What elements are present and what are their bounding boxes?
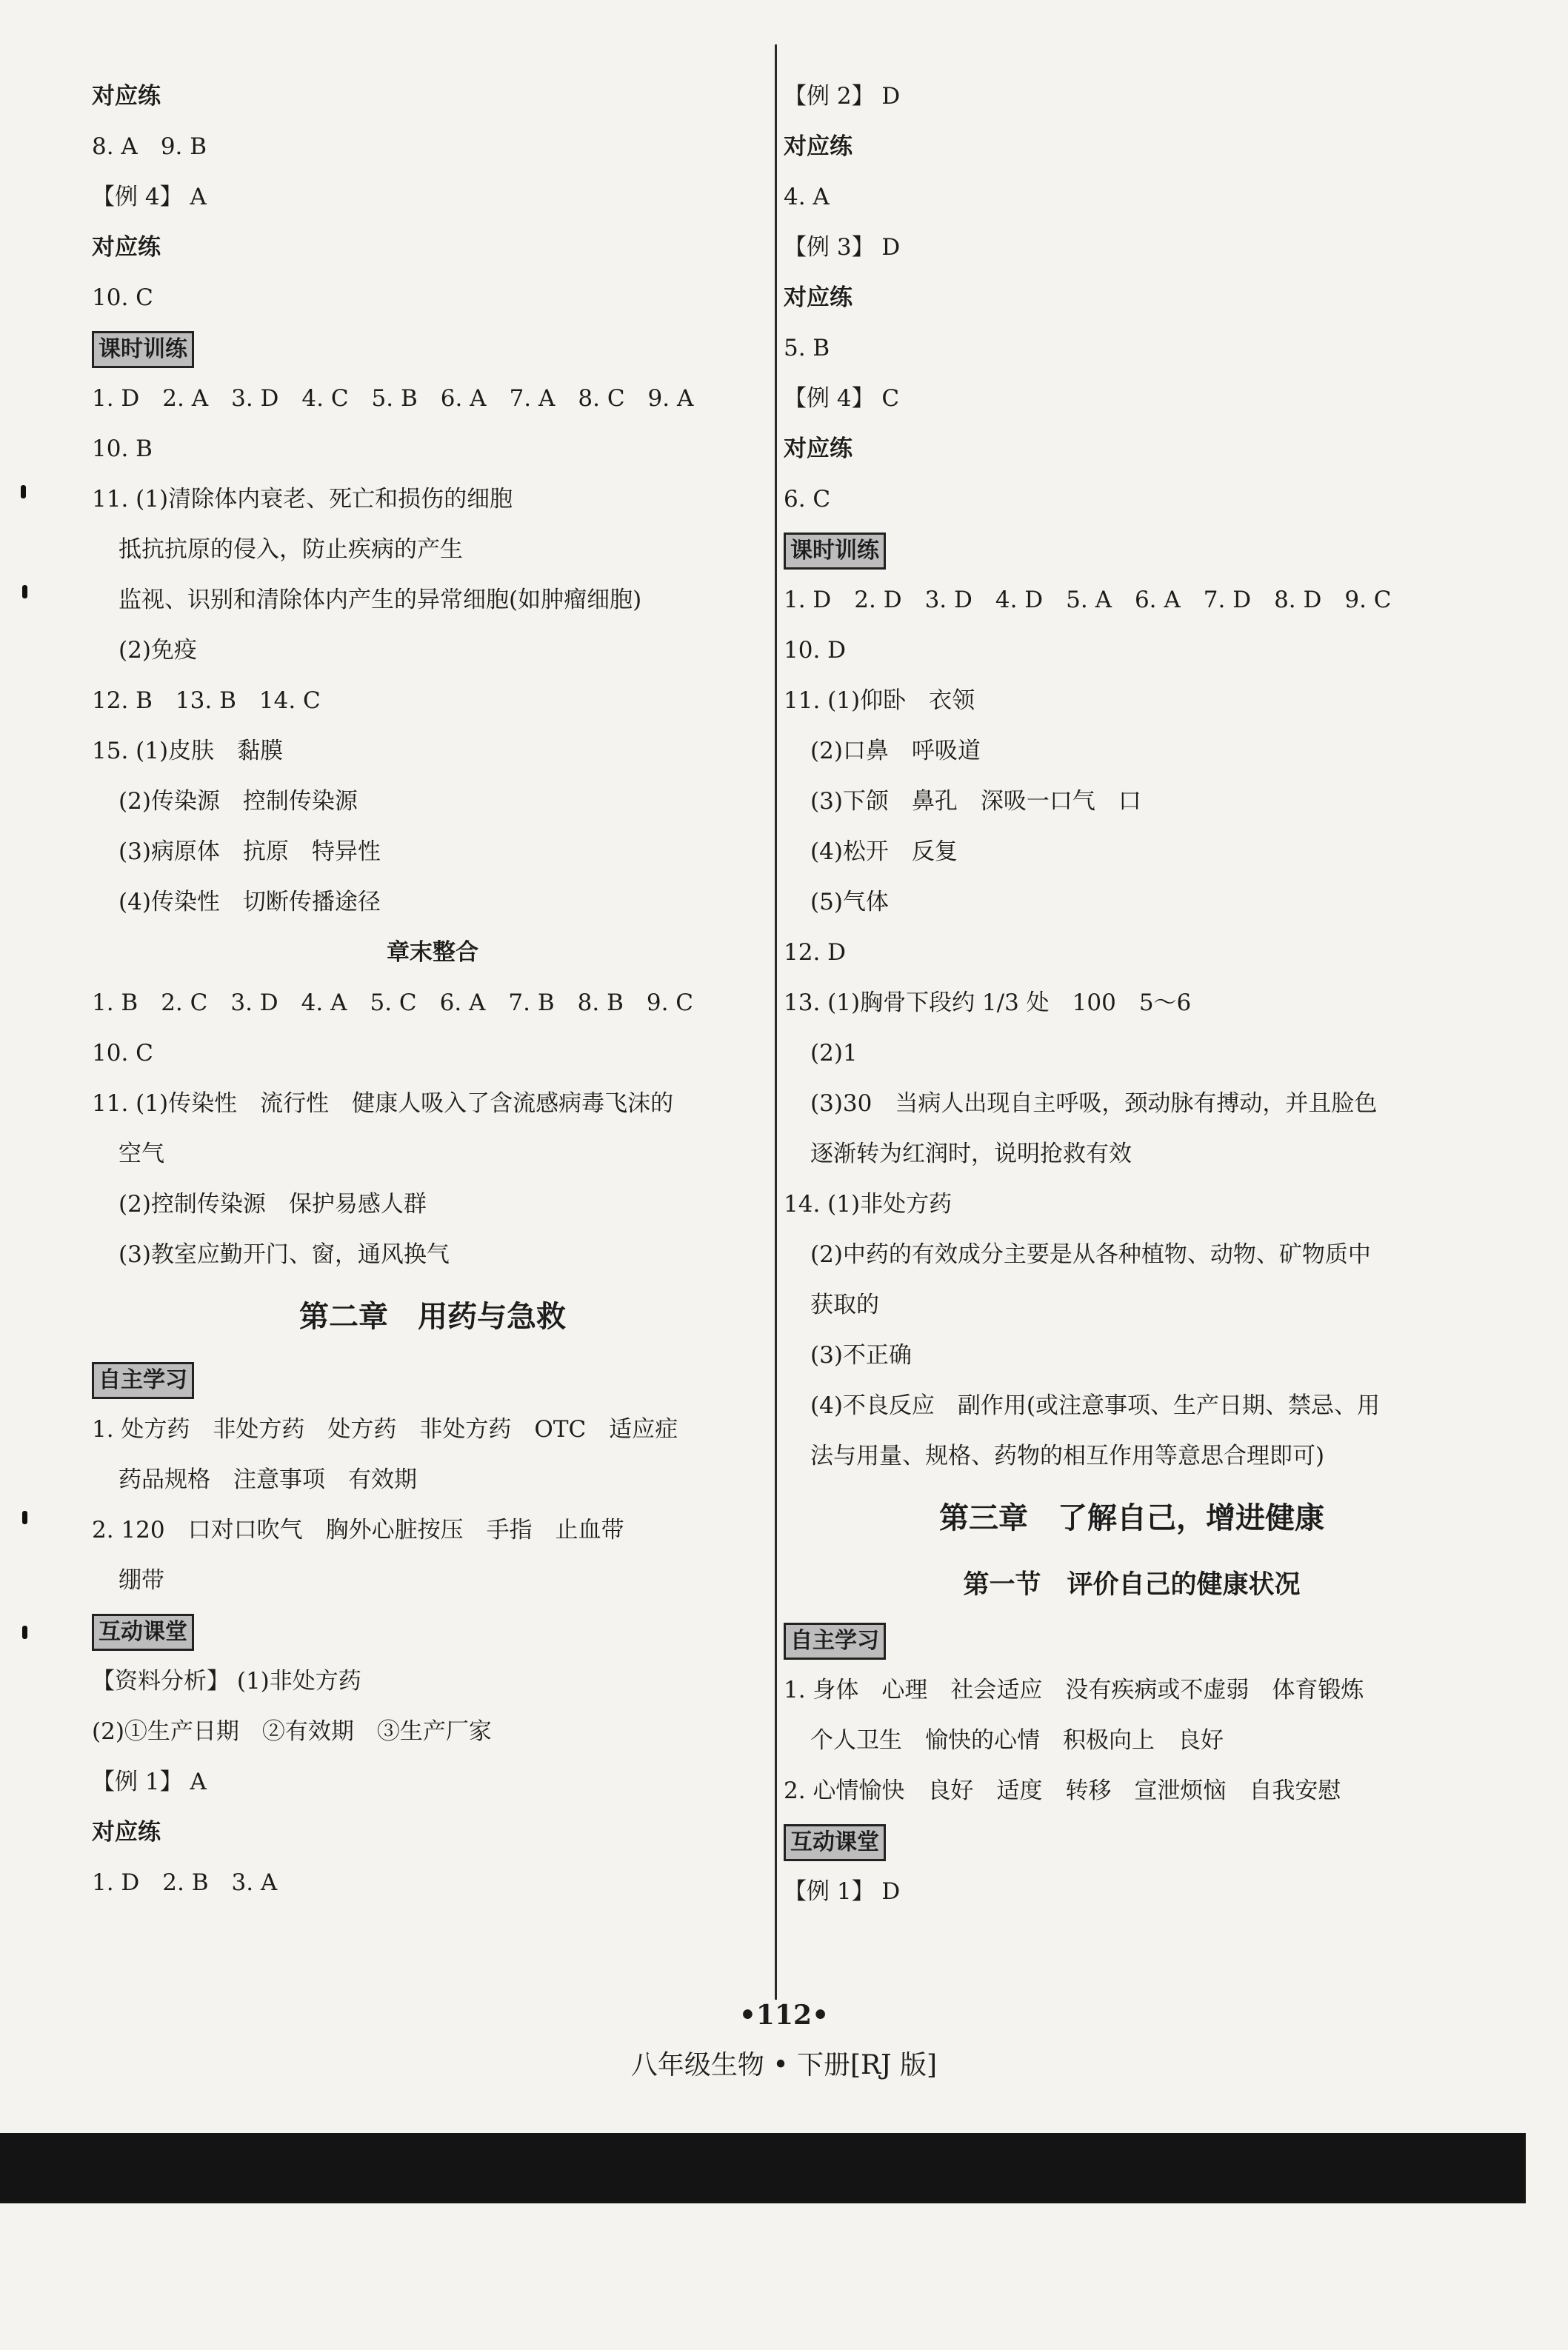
margin-mark [22, 1626, 27, 1639]
answer-line: 8. A 9. B [92, 133, 207, 160]
answer-line: (3)教室应勤开门、窗，通风换气 [119, 1241, 450, 1268]
answer-line: 【资料分析】 (1)非处方药 [92, 1668, 361, 1695]
answer-line: 监视、识别和清除体内产生的异常细胞(如肿瘤细胞) [119, 587, 642, 613]
scan-edge-band [0, 2133, 1526, 2203]
answer-line: 12. D [784, 939, 847, 966]
answer-line: 获取的 [810, 1292, 879, 1318]
section-label [92, 1354, 773, 1404]
answer-line: 【例 3】 D [784, 234, 901, 261]
right-column [784, 71, 1480, 1917]
margin-mark [21, 485, 26, 498]
answer-line: 抵抗抗原的侵入，防止疾病的产生 [119, 536, 463, 563]
answer-line: 【例 4】 A [92, 184, 207, 210]
answer-line: (3)下颌 鼻孔 深吸一口气 口 [810, 788, 1141, 815]
answer-line: (4)松开 反复 [810, 838, 958, 865]
section-label [784, 524, 1480, 575]
margin-mark [22, 585, 27, 598]
answer-line: 逐渐转为红润时，说明抢救有效 [810, 1141, 1132, 1167]
answer-line: 1. D 2. A 3. D 4. C 5. B 6. A 7. A 8. C 9. A [92, 385, 694, 412]
answer-line: 11. (1)仰卧 衣领 [784, 687, 975, 714]
section-label-text: 课时训练 [92, 331, 194, 368]
answer-line: 10. C [92, 1040, 153, 1066]
book-info: 八年级生物 • 下册[RJ 版] [630, 2050, 938, 2080]
answer-line: (2)免疫 [119, 637, 197, 664]
answer-line: (3)不正确 [810, 1342, 912, 1369]
page-number: •112• [738, 2000, 830, 2031]
answer-line: (5)气体 [810, 889, 889, 915]
answer-line: 12. B 13. B 14. C [92, 687, 321, 714]
answer-line: 2. 120 口对口吹气 胸外心脏按压 手指 止血带 [92, 1517, 624, 1543]
section-label-text: 互动课堂 [92, 1614, 194, 1651]
answer-line: 1. 身体 心理 社会适应 没有疾病或不虚弱 体育锻炼 [784, 1677, 1364, 1703]
section-label-text: 自主学习 [92, 1362, 194, 1399]
answer-line: 1. D 2. B 3. A [92, 1869, 278, 1896]
section-label-text: 课时训练 [784, 533, 886, 570]
answer-line: 10. C [92, 284, 153, 311]
column-divider [775, 44, 777, 2000]
answer-line: (2)①生产日期 ②有效期 ③生产厂家 [92, 1718, 492, 1745]
answer-line: 5. B [784, 335, 830, 361]
section-heading: 第二章 用药与急救 [299, 1299, 566, 1334]
answer-line: 6. C [784, 486, 831, 513]
answer-line: 绷带 [119, 1567, 164, 1594]
answer-line: 11. (1)传染性 流行性 健康人吸入了含流感病毒飞沫的 [92, 1090, 674, 1117]
section-heading: 第三章 了解自己，增进健康 [939, 1501, 1324, 1535]
left-column [92, 71, 773, 1908]
answer-line: 11. (1)清除体内衰老、死亡和损伤的细胞 [92, 486, 513, 513]
answer-line: 【例 1】 D [784, 1878, 901, 1905]
answer-line: 【例 4】 C [784, 385, 900, 412]
answer-line: 1. 处方药 非处方药 处方药 非处方药 OTC 适应症 [92, 1416, 678, 1443]
answer-line: (2)控制传染源 保护易感人群 [119, 1191, 427, 1218]
margin-mark [22, 1511, 27, 1524]
section-label [92, 323, 773, 373]
answer-line: 对应练 [92, 1819, 161, 1846]
answer-line: (3)30 当病人出现自主呼吸，颈动脉有搏动，并且脸色 [810, 1090, 1378, 1117]
section-label-text: 互动课堂 [784, 1824, 886, 1861]
answer-line: (4)不良反应 副作用(或注意事项、生产日期、禁忌、用 [810, 1392, 1381, 1419]
answer-line: 对应练 [92, 234, 161, 261]
answer-line: (2)中药的有效成分主要是从各种植物、动物、矿物质中 [810, 1241, 1371, 1268]
answer-line: 14. (1)非处方药 [784, 1191, 953, 1218]
answer-line: 10. B [92, 435, 153, 462]
answer-line: 1. B 2. C 3. D 4. A 5. C 6. A 7. B 8. B 9. C [92, 989, 694, 1016]
answer-line: 【例 2】 D [784, 83, 901, 110]
answer-line: (2)传染源 控制传染源 [119, 788, 358, 815]
answer-line: 对应练 [92, 83, 161, 110]
answer-line: 药品规格 注意事项 有效期 [119, 1466, 417, 1493]
section-heading: 第一节 评价自己的健康状况 [963, 1569, 1301, 1600]
answer-line: (2)1 [810, 1040, 858, 1066]
answer-line: 对应练 [784, 435, 853, 462]
answer-line: 15. (1)皮肤 黏膜 [92, 738, 284, 764]
answer-line: 【例 1】 A [92, 1769, 207, 1795]
answer-line: 个人卫生 愉快的心情 积极向上 良好 [810, 1727, 1224, 1754]
answer-line: (4)传染性 切断传播途径 [119, 889, 381, 915]
section-label-text: 自主学习 [784, 1623, 886, 1660]
answer-line: 4. A [784, 184, 830, 210]
section-label [784, 1816, 1480, 1866]
answer-line: 2. 心情愉快 良好 适度 转移 宣泄烦恼 自我安慰 [784, 1777, 1341, 1804]
section-label [784, 1615, 1480, 1665]
answer-line: (3)病原体 抗原 特异性 [119, 838, 381, 865]
answer-line: 1. D 2. D 3. D 4. D 5. A 6. A 7. D 8. D 9. C [784, 587, 1392, 613]
section-label [92, 1606, 773, 1656]
answer-line: 10. D [784, 637, 847, 664]
answer-line: 法与用量、规格、药物的相互作用等意思合理即可) [810, 1443, 1325, 1469]
section-heading: 章末整合 [387, 939, 478, 966]
answer-line: (2)口鼻 呼吸道 [810, 738, 981, 764]
answer-line: 空气 [119, 1141, 164, 1167]
answer-line: 对应练 [784, 284, 853, 311]
answer-line: 13. (1)胸骨下段约 1/3 处 100 5～6 [784, 989, 1192, 1016]
answer-line: 对应练 [784, 133, 853, 160]
